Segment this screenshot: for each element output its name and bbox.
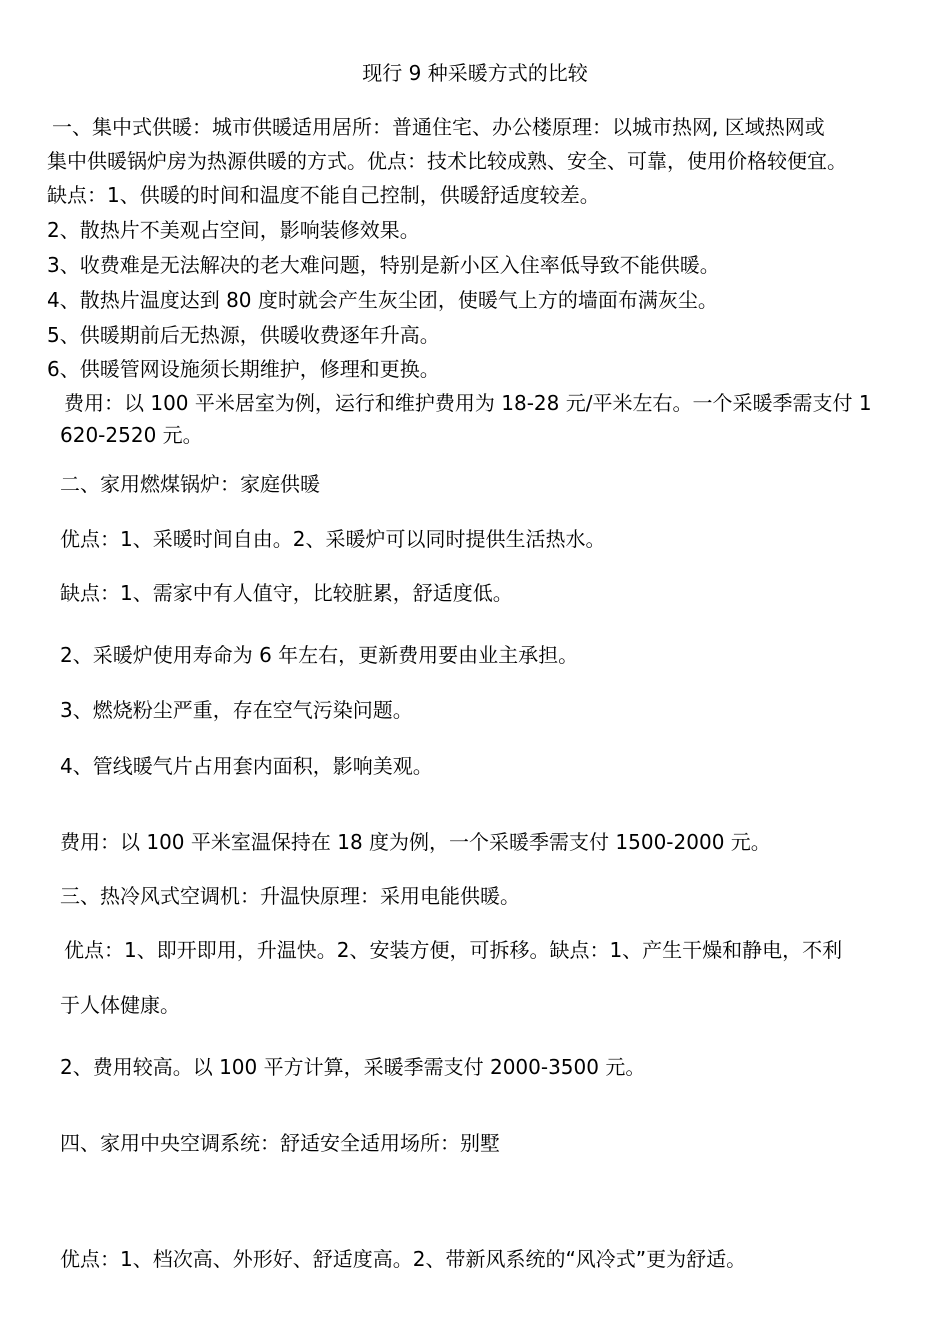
paragraph-line: 于人体健康。 [60, 993, 180, 1017]
paragraph-line: 2、散热片不美观占空间，影响装修效果。 [47, 218, 420, 242]
paragraph-line: 2、采暖炉使用寿命为 6 年左右，更新费用要由业主承担。 [60, 643, 579, 667]
paragraph-line: 费用：以 100 平米居室为例，运行和维护费用为 18-28 元/平米左右。一个采暖季需支付 1 [64, 391, 872, 415]
paragraph-line: 缺点：1、需家中有人值守，比较脏累，舒适度低。 [60, 581, 513, 605]
paragraph-line: 缺点：1、供暖的时间和温度不能自己控制，供暖舒适度较差。 [47, 183, 600, 207]
document-title: 现行 9 种采暖方式的比较 [362, 61, 588, 85]
paragraph-line: 一、集中式供暖：城市供暖适用居所：普通住宅、办公楼原理：以城市热网, 区域热网或 [52, 115, 825, 139]
paragraph-line: 集中供暖锅炉房为热源供暖的方式。优点：技术比较成熟、安全、可靠，使用价格较便宜。 [47, 149, 847, 173]
paragraph-line: 4、散热片温度达到 80 度时就会产生灰尘团，使暖气上方的墙面布满灰尘。 [47, 288, 718, 312]
section-heading: 四、家用中央空调系统：舒适安全适用场所：别墅 [60, 1131, 500, 1155]
paragraph-line: 4、管线暖气片占用套内面积，影响美观。 [60, 754, 433, 778]
paragraph-line: 3、燃烧粉尘严重，存在空气污染问题。 [60, 698, 413, 722]
paragraph-line: 优点：1、采暖时间自由。2、采暖炉可以同时提供生活热水。 [60, 527, 606, 551]
paragraph-line: 优点：1、即开即用，升温快。2、安装方便，可拆移。缺点：1、产生干燥和静电，不利 [64, 938, 843, 962]
paragraph-line: 优点：1、档次高、外形好、舒适度高。2、带新风系统的“风冷式”更为舒适。 [60, 1247, 747, 1271]
section-heading: 二、家用燃煤锅炉：家庭供暖 [60, 472, 320, 496]
section-heading: 三、热冷风式空调机：升温快原理：采用电能供暖。 [60, 884, 520, 908]
paragraph-line: 3、收费难是无法解决的老大难问题，特别是新小区入住率低导致不能供暖。 [47, 253, 720, 277]
paragraph-line: 5、供暖期前后无热源，供暖收费逐年升高。 [47, 323, 440, 347]
paragraph-line: 2、费用较高。以 100 平方计算，采暖季需支付 2000-3500 元。 [60, 1055, 646, 1079]
paragraph-line: 620-2520 元。 [60, 423, 203, 447]
paragraph-line: 费用：以 100 平米室温保持在 18 度为例，一个采暖季需支付 1500-2000 元。 [60, 830, 771, 854]
paragraph-line: 6、供暖管网设施须长期维护，修理和更换。 [47, 357, 440, 381]
